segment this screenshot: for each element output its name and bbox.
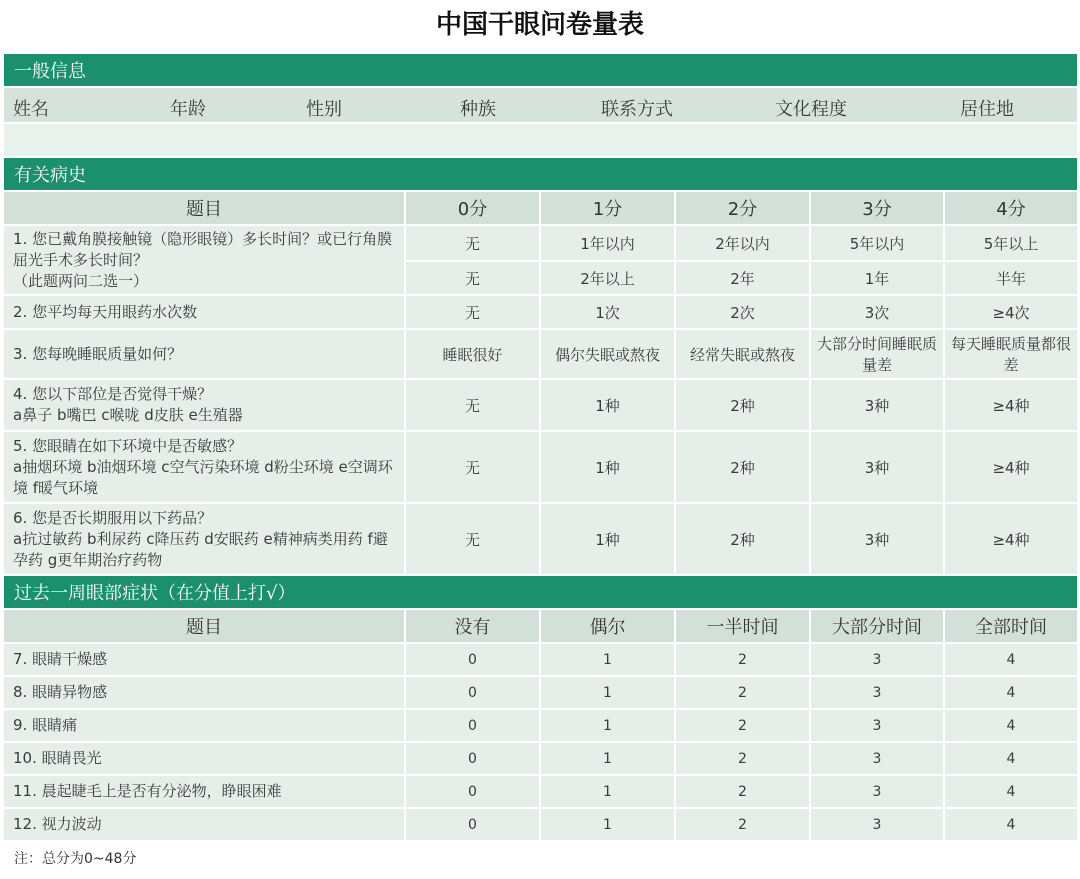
score-cell[interactable]: 4 — [944, 742, 1078, 775]
field-education: 文化程度 — [775, 99, 847, 120]
column-header: 题目 — [3, 191, 405, 225]
field-contact: 联系方式 — [601, 99, 673, 120]
option-cell[interactable]: ≥4次 — [944, 295, 1078, 329]
footnote: 注：总分为0~48分 — [14, 851, 137, 867]
option-cell[interactable]: 无 — [405, 261, 540, 295]
field-name: 姓名 — [13, 99, 49, 120]
section-title: 过去一周眼部症状（在分值上打√） — [3, 575, 1078, 609]
symptom-row — [3, 709, 1078, 742]
option-cell[interactable]: ≥4种 — [944, 431, 1078, 503]
question-row — [3, 329, 1078, 379]
column-header: 大部分时间 — [810, 609, 944, 643]
section-title: 有关病史 — [3, 157, 1078, 191]
option-cell[interactable]: 2年 — [675, 261, 810, 295]
score-cell[interactable]: 0 — [405, 808, 540, 841]
column-header: 偶尔 — [540, 609, 675, 643]
symptom-row — [3, 808, 1078, 841]
score-cell[interactable]: 4 — [944, 808, 1078, 841]
score-cell[interactable]: 1 — [540, 775, 675, 808]
score-cell[interactable]: 2 — [675, 709, 810, 742]
score-cell[interactable]: 2 — [675, 775, 810, 808]
symptom-text: 10. 眼睛畏光 — [3, 742, 405, 775]
option-cell[interactable]: 3种 — [810, 503, 944, 575]
question-text: 2. 您平均每天用眼药水次数 — [3, 295, 405, 329]
symptom-row — [3, 676, 1078, 709]
score-cell[interactable]: 3 — [810, 709, 944, 742]
option-cell[interactable]: 2种 — [675, 503, 810, 575]
option-cell[interactable]: 无 — [405, 225, 540, 261]
option-cell[interactable]: 1种 — [540, 503, 675, 575]
score-cell[interactable]: 0 — [405, 742, 540, 775]
symptom-text: 12. 视力波动 — [3, 808, 405, 841]
option-cell[interactable]: 3种 — [810, 379, 944, 431]
section-history-header — [3, 157, 1078, 191]
column-header: 没有 — [405, 609, 540, 643]
symptom-row — [3, 643, 1078, 676]
question-text: 4. 您以下部位是否觉得干燥？ a鼻子 b嘴巴 c喉咙 d皮肤 e生殖器 — [3, 379, 405, 431]
symptom-row — [3, 742, 1078, 775]
option-cell[interactable]: 3种 — [810, 431, 944, 503]
question-row — [3, 431, 1078, 503]
option-cell[interactable]: 大部分时间睡眠质量差 — [810, 329, 944, 379]
field-residence: 居住地 — [960, 99, 1014, 120]
symptom-row — [3, 775, 1078, 808]
score-cell[interactable]: 0 — [405, 709, 540, 742]
score-cell[interactable]: 4 — [944, 775, 1078, 808]
question-text: 1. 您已戴角膜接触镜（隐形眼镜）多长时间？或已行角膜屈光手术多长时间？ （此题两问二选一） — [3, 225, 405, 295]
option-cell[interactable]: 每天睡眠质量都很差 — [944, 329, 1078, 379]
page-title: 中国干眼问卷量表 — [435, 10, 644, 40]
score-cell[interactable]: 3 — [810, 643, 944, 676]
option-cell[interactable]: 睡眠很好 — [405, 329, 540, 379]
general-input-area[interactable] — [3, 123, 1078, 157]
symptoms-column-headers — [3, 609, 1078, 643]
general-input-row[interactable] — [3, 123, 1078, 157]
score-cell[interactable]: 3 — [810, 775, 944, 808]
column-header: 1分 — [540, 191, 675, 225]
option-cell[interactable]: 2次 — [675, 295, 810, 329]
option-cell[interactable]: 半年 — [944, 261, 1078, 295]
score-cell[interactable]: 1 — [540, 709, 675, 742]
option-cell[interactable]: ≥4种 — [944, 379, 1078, 431]
question-text: 5. 您眼睛在如下环境中是否敏感？ a抽烟环境 b油烟环境 c空气污染环境 d粉尘环境 e空调环境 f暖气环境 — [3, 431, 405, 503]
option-cell[interactable]: 2年以内 — [675, 225, 810, 261]
field-gender: 性别 — [306, 99, 342, 120]
score-cell[interactable]: 4 — [944, 643, 1078, 676]
option-cell[interactable]: 2种 — [675, 379, 810, 431]
option-cell[interactable]: 无 — [405, 503, 540, 575]
question-row — [3, 503, 1078, 575]
option-cell[interactable]: 1年以内 — [540, 225, 675, 261]
question-row — [3, 295, 1078, 329]
option-cell[interactable]: 1种 — [540, 431, 675, 503]
option-cell[interactable]: 2种 — [675, 431, 810, 503]
score-cell[interactable]: 1 — [540, 742, 675, 775]
score-cell[interactable]: 1 — [540, 643, 675, 676]
option-cell[interactable]: 5年以上 — [944, 225, 1078, 261]
field-ethnicity: 种族 — [460, 99, 496, 120]
score-cell[interactable]: 0 — [405, 643, 540, 676]
section-general-header — [3, 53, 1078, 87]
score-cell[interactable]: 4 — [944, 676, 1078, 709]
option-cell[interactable]: 无 — [405, 431, 540, 503]
symptom-text: 11. 晨起睫毛上是否有分泌物，睁眼困难 — [3, 775, 405, 808]
score-cell[interactable]: 3 — [810, 742, 944, 775]
score-cell[interactable]: 0 — [405, 775, 540, 808]
section-title: 一般信息 — [3, 53, 1078, 87]
option-cell[interactable]: 3次 — [810, 295, 944, 329]
question-text: 6. 您是否长期服用以下药品？ a抗过敏药 b利尿药 c降压药 d安眠药 e精神病类用药 f避孕药 g更年期治疗药物 — [3, 503, 405, 575]
score-cell[interactable]: 3 — [810, 808, 944, 841]
symptom-text: 7. 眼睛干燥感 — [3, 643, 405, 676]
option-cell[interactable]: 1种 — [540, 379, 675, 431]
column-header: 2分 — [675, 191, 810, 225]
score-cell[interactable]: 2 — [675, 808, 810, 841]
question-text: 3. 您每晚睡眠质量如何？ — [3, 329, 405, 379]
score-cell[interactable]: 2 — [675, 676, 810, 709]
option-cell[interactable]: 无 — [405, 295, 540, 329]
field-age: 年龄 — [170, 99, 206, 120]
column-header: 0分 — [405, 191, 540, 225]
questionnaire-table — [2, 52, 1077, 842]
history-column-headers — [3, 191, 1078, 225]
score-cell[interactable]: 3 — [810, 676, 944, 709]
column-header: 全部时间 — [944, 609, 1078, 643]
score-cell[interactable]: 0 — [405, 676, 540, 709]
score-cell[interactable]: 2 — [675, 742, 810, 775]
option-cell[interactable]: 1年 — [810, 261, 944, 295]
option-cell[interactable]: 无 — [405, 379, 540, 431]
score-cell[interactable]: 4 — [944, 709, 1078, 742]
section-symptoms-header — [3, 575, 1078, 609]
option-cell[interactable]: 2年以上 — [540, 261, 675, 295]
question-row — [3, 379, 1078, 431]
column-header: 一半时间 — [675, 609, 810, 643]
score-cell[interactable]: 1 — [540, 676, 675, 709]
option-cell[interactable]: 5年以内 — [810, 225, 944, 261]
question-row — [3, 225, 1078, 261]
column-header: 4分 — [944, 191, 1078, 225]
option-cell[interactable]: 偶尔失眠或熬夜 — [540, 329, 675, 379]
option-cell[interactable]: ≥4种 — [944, 503, 1078, 575]
score-cell[interactable]: 2 — [675, 643, 810, 676]
column-header: 题目 — [3, 609, 405, 643]
option-cell[interactable]: 经常失眠或熬夜 — [675, 329, 810, 379]
general-fields-row — [3, 87, 1078, 123]
column-header: 3分 — [810, 191, 944, 225]
score-cell[interactable]: 1 — [540, 808, 675, 841]
symptom-text: 9. 眼睛痛 — [3, 709, 405, 742]
symptom-text: 8. 眼睛异物感 — [3, 676, 405, 709]
option-cell[interactable]: 1次 — [540, 295, 675, 329]
